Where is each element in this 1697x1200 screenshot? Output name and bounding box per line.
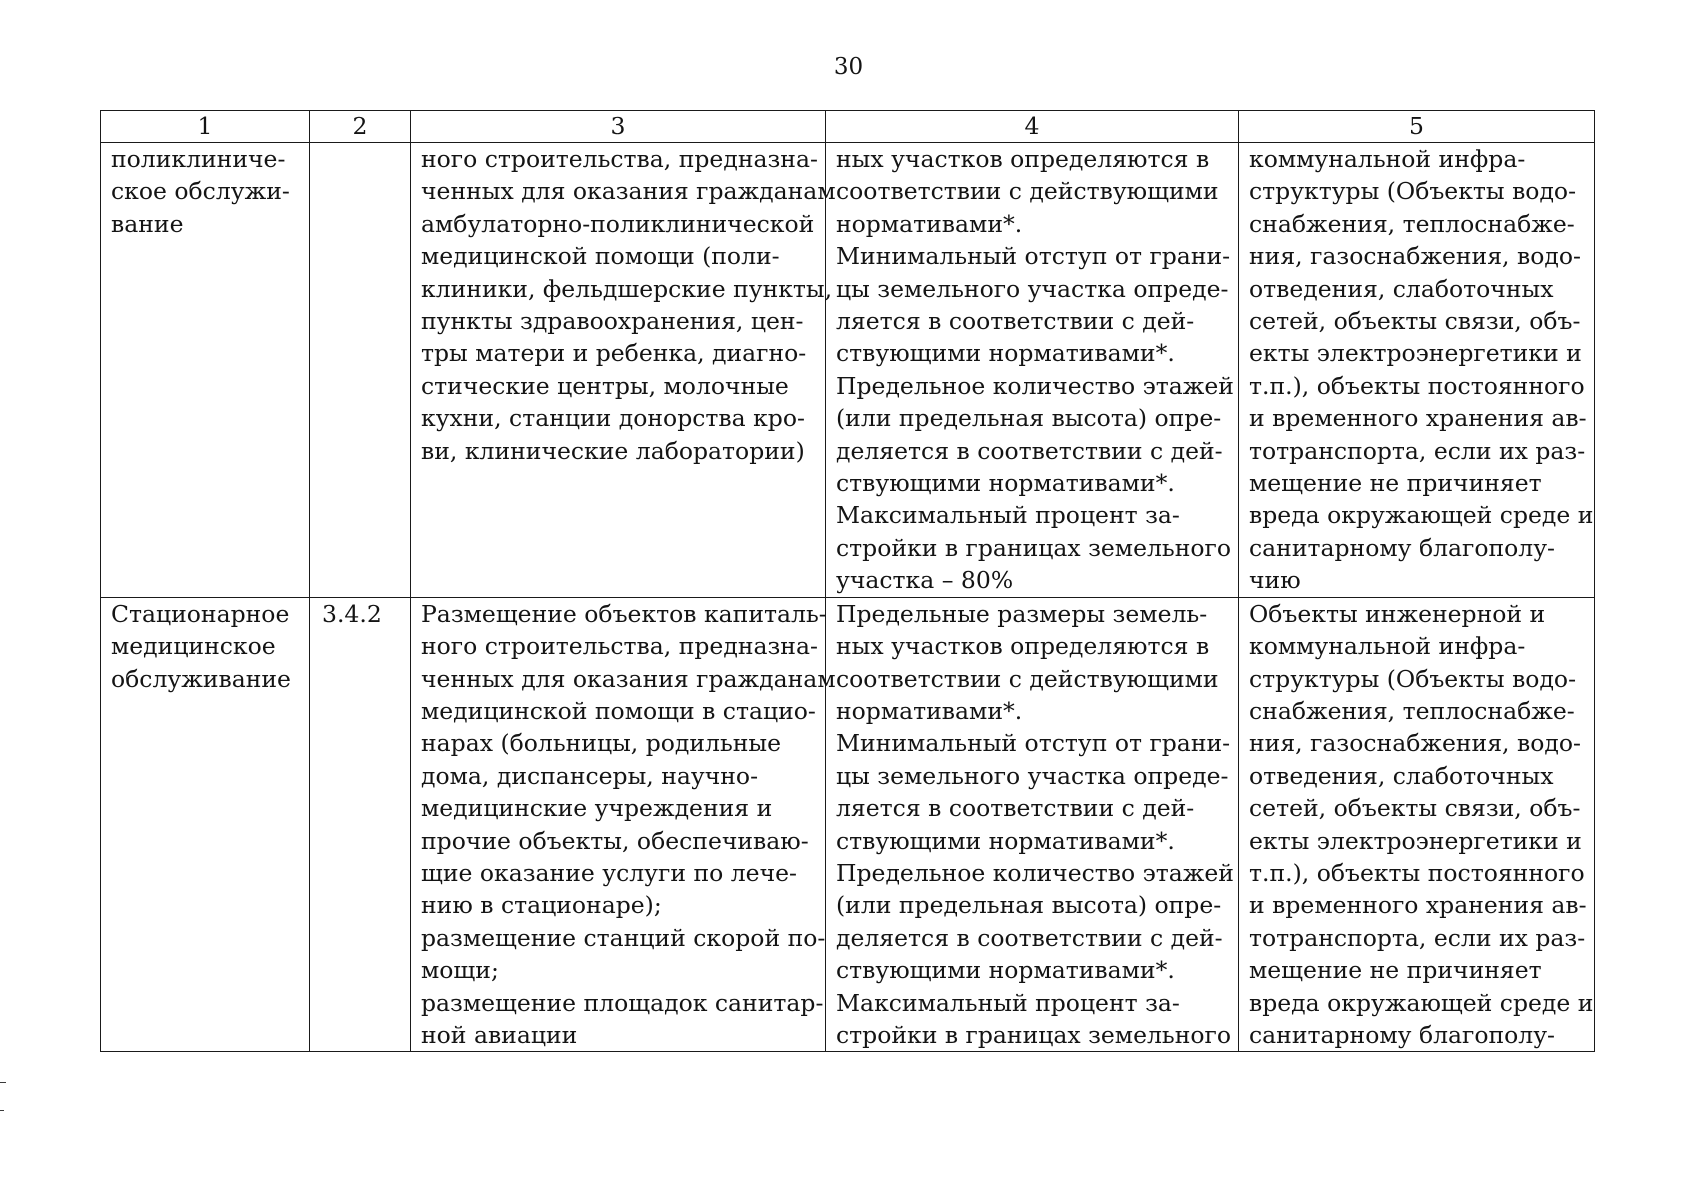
text-line: Максимальный процент за- — [836, 501, 1180, 530]
column-header-2: 2 — [310, 111, 411, 143]
scan-mark — [0, 1110, 4, 1111]
text-line: ляется в соответствии с дей- — [836, 307, 1195, 336]
text-line: размещение площадок санитар- — [421, 988, 824, 1017]
text-line: мещение не причиняет — [1249, 956, 1542, 985]
use-code-text: 3.4.2 — [322, 599, 382, 628]
use-description-cell — [411, 143, 836, 598]
column-header-4: 4 — [826, 111, 1239, 143]
text-line: медицинские учреждения и — [421, 794, 773, 823]
use-code-cell — [310, 597, 411, 1052]
use-name-cell — [101, 143, 310, 598]
text-line: прочие объекты, обеспечиваю- — [421, 826, 809, 855]
text-line: ствующими нормативами*. — [836, 469, 1175, 498]
text-line: ченных для оказания гражданам — [421, 177, 836, 206]
text-line: Стационарное — [111, 599, 290, 628]
text-line: вреда окружающей среде и — [1249, 501, 1594, 530]
text-line: стройки в границах земельного — [836, 533, 1231, 562]
text-line: деляется в соответствии с дей- — [836, 923, 1223, 952]
auxiliary-uses-cell — [1239, 597, 1595, 1052]
column-header-1: 1 — [101, 111, 310, 143]
text-line: обслуживание — [111, 664, 291, 693]
text-line: цы земельного участка опреде- — [836, 274, 1229, 303]
text-line: ной авиации — [421, 1020, 578, 1049]
parameters-cell — [826, 143, 1239, 598]
auxiliary-uses-cell — [1239, 143, 1595, 598]
text-line: щие оказание услуги по лече- — [421, 858, 797, 887]
text-line: клиники, фельдшерские пункты, — [421, 274, 833, 303]
text-line: ствующими нормативами*. — [836, 826, 1175, 855]
text-line: ствующими нормативами*. — [836, 339, 1175, 368]
text-line: нарах (больницы, родильные — [421, 729, 782, 758]
text-line: коммунальной инфра- — [1249, 632, 1526, 661]
text-line: ния, газоснабжения, водо- — [1249, 242, 1581, 271]
text-line: медицинское — [111, 632, 276, 661]
text-line: Предельное количество этажей — [836, 858, 1234, 887]
text-line: т.п.), объекты постоянного — [1249, 371, 1585, 400]
text-line: и временного хранения ав- — [1249, 404, 1587, 433]
text-line: тотранспорта, если их раз- — [1249, 436, 1586, 465]
text-line: структуры (Объекты водо- — [1249, 177, 1577, 206]
text-line: ляется в соответствии с дей- — [836, 794, 1195, 823]
text-line: ствующими нормативами*. — [836, 956, 1175, 985]
use-code-cell — [310, 143, 411, 598]
text-line: стройки в границах земельного — [836, 1020, 1231, 1049]
text-line: ных участков определяются в — [836, 145, 1210, 173]
text-line: нормативами*. — [836, 209, 1023, 238]
text-line: Предельные размеры земель- — [836, 599, 1208, 628]
text-line: участка – 80% — [836, 566, 1014, 595]
text-line: соответствии с действующими — [836, 664, 1219, 693]
auxiliary-uses-text — [1249, 598, 1594, 1052]
text-line: (или предельная высота) опре- — [836, 891, 1222, 920]
parameters-text — [836, 143, 1234, 597]
text-line: медицинской помощи (поли- — [421, 242, 780, 271]
text-line: и временного хранения ав- — [1249, 891, 1587, 920]
text-line: Размещение объектов капиталь- — [421, 599, 827, 628]
text-line: деляется в соответствии с дей- — [836, 436, 1223, 465]
page-number: 30 — [833, 54, 864, 80]
use-name-cell — [101, 597, 310, 1052]
text-line: коммунальной инфра- — [1249, 145, 1526, 173]
text-line: ское обслужи- — [111, 177, 290, 206]
text-line: екты электроэнергетики и — [1249, 339, 1582, 368]
text-line: санитарному благополу- — [1249, 1020, 1555, 1049]
text-line: сетей, объекты связи, объ- — [1249, 794, 1581, 823]
table-header-row — [101, 111, 1595, 143]
text-line: Объекты инженерной и — [1249, 599, 1546, 628]
text-line: вание — [111, 209, 184, 238]
text-line: нормативами*. — [836, 696, 1023, 725]
use-description-text — [421, 598, 836, 1052]
text-line: сетей, объекты связи, объ- — [1249, 307, 1581, 336]
text-line: ных участков определяются в — [836, 632, 1210, 661]
use-description-text — [421, 143, 836, 467]
text-line: соответствии с действующими — [836, 177, 1219, 206]
text-line: ного строительства, предназна- — [421, 632, 818, 661]
text-line: ви, клинические лаборатории) — [421, 436, 805, 465]
text-line: размещение станций скорой по- — [421, 923, 826, 952]
text-line: Минимальный отступ от грани- — [836, 242, 1231, 271]
text-line: мощи; — [421, 956, 499, 985]
text-line: медицинской помощи в стацио- — [421, 696, 816, 725]
column-header-5: 5 — [1239, 111, 1595, 143]
scan-mark — [0, 1082, 6, 1083]
text-line: снабжения, теплоснабже- — [1249, 209, 1575, 238]
text-line: екты электроэнергетики и — [1249, 826, 1582, 855]
auxiliary-uses-text — [1249, 143, 1594, 597]
text-line: мещение не причиняет — [1249, 469, 1542, 498]
text-line: кухни, станции донорства кро- — [421, 404, 805, 433]
text-line: (или предельная высота) опре- — [836, 404, 1222, 433]
text-line: отведения, слаботочных — [1249, 274, 1554, 303]
text-line: нию в стационаре); — [421, 891, 662, 920]
text-line: тотранспорта, если их раз- — [1249, 923, 1586, 952]
text-line: отведения, слаботочных — [1249, 761, 1554, 790]
use-description-cell — [411, 597, 836, 1052]
text-line: пункты здравоохранения, цен- — [421, 307, 804, 336]
text-line: ного строительства, предназна- — [421, 145, 818, 173]
text-line: амбулаторно-поликлинической — [421, 209, 815, 238]
use-name-text — [111, 598, 305, 695]
text-line: вреда окружающей среде и — [1249, 988, 1594, 1017]
text-line: снабжения, теплоснабже- — [1249, 696, 1575, 725]
parameters-cell — [826, 597, 1239, 1052]
text-line: цы земельного участка опреде- — [836, 761, 1229, 790]
parameters-text — [836, 598, 1234, 1052]
text-line: ния, газоснабжения, водо- — [1249, 729, 1581, 758]
land-use-table — [100, 110, 1595, 1052]
column-header-3: 3 — [411, 111, 826, 143]
text-line: тры матери и ребенка, диагно- — [421, 339, 807, 368]
table-row — [101, 143, 1595, 598]
text-line: ченных для оказания гражданам — [421, 664, 836, 693]
text-line: чию — [1249, 566, 1301, 595]
text-line: структуры (Объекты водо- — [1249, 664, 1577, 693]
text-line: стические центры, молочные — [421, 371, 789, 400]
use-name-text — [111, 143, 305, 240]
text-line: санитарному благополу- — [1249, 533, 1555, 562]
text-line: поликлиниче- — [111, 145, 286, 173]
text-line: дома, диспансеры, научно- — [421, 761, 759, 790]
text-line: Максимальный процент за- — [836, 988, 1180, 1017]
text-line: Минимальный отступ от грани- — [836, 729, 1231, 758]
text-line: Предельное количество этажей — [836, 371, 1234, 400]
text-line: т.п.), объекты постоянного — [1249, 858, 1585, 887]
table-row — [101, 597, 1595, 1052]
